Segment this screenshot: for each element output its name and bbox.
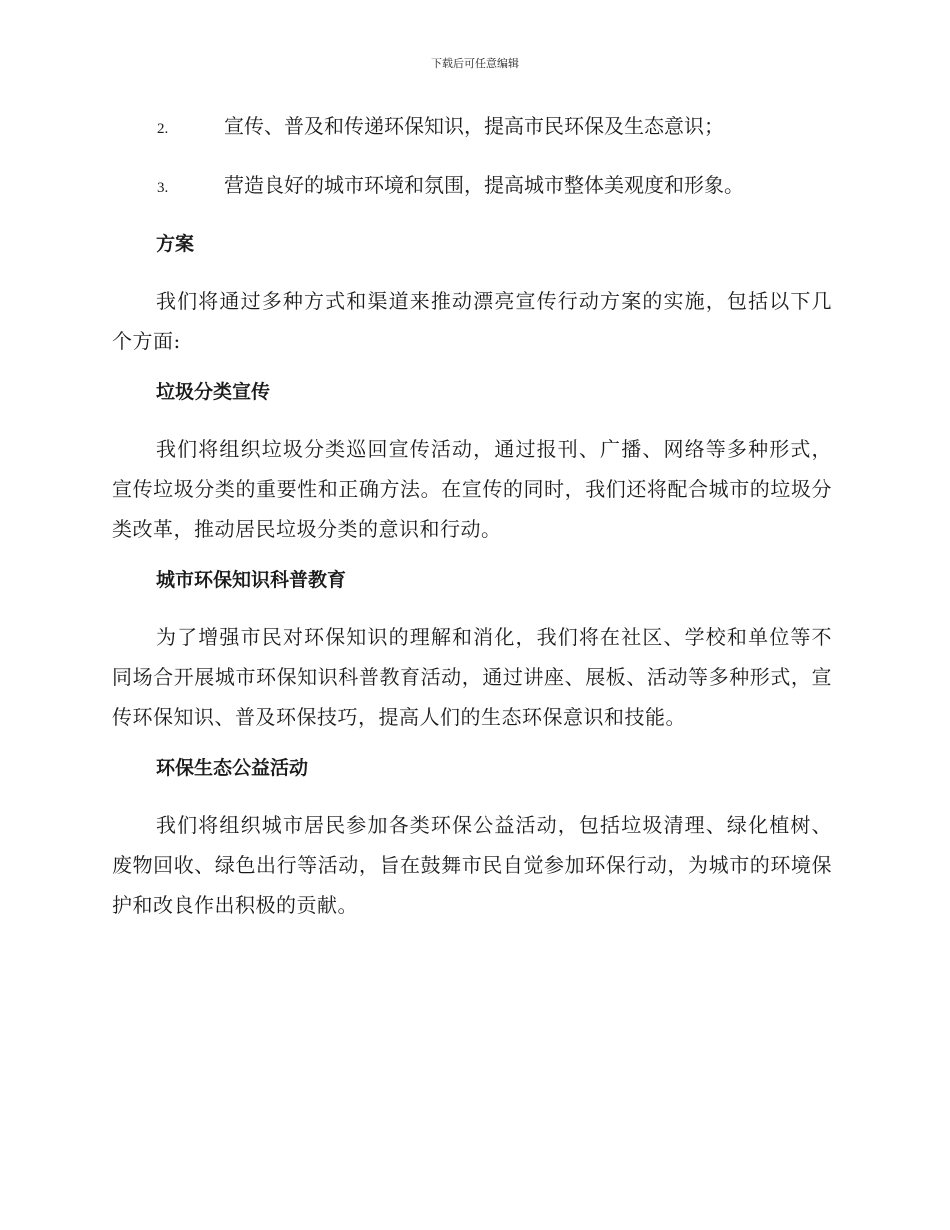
section-heading-plan: 方案 bbox=[156, 233, 195, 255]
section-body-garbage: 我们将组织垃圾分类巡回宣传活动，通过报刊、广播、网络等多种形式，宣传垃圾分类的重要性和正确方法。在宣传的同时，我们还将配合城市的垃圾分类改革，推动居民垃圾分类的意识和行动。 bbox=[112, 437, 832, 541]
list-number: 3. bbox=[157, 180, 169, 196]
header-note: 下载后可任意编辑 bbox=[431, 57, 519, 70]
section-heading-public-welfare: 环保生态公益活动 bbox=[156, 757, 309, 779]
section-body-plan: 我们将通过多种方式和渠道来推动漂亮宣传行动方案的实施，包括以下几个方面: bbox=[112, 289, 832, 353]
section-heading-garbage: 垃圾分类宣传 bbox=[156, 381, 271, 403]
list-text: 宣传、普及和传递环保知识，提高市民环保及生态意识； bbox=[224, 114, 724, 138]
section-body-education: 为了增强市民对环保知识的理解和消化，我们将在社区、学校和单位等不同场合开展城市环保知识科普教育活动，通过讲座、展板、活动等多种形式，宣传环保知识、普及环保技巧，提高人们的生态环保意识和技能。 bbox=[112, 625, 832, 729]
list-text: 营造良好的城市环境和氛围，提高城市整体美观度和形象。 bbox=[224, 173, 744, 197]
document-body bbox=[112, 108, 832, 938]
section-heading-education: 城市环保知识科普教育 bbox=[156, 569, 347, 591]
list-item bbox=[112, 108, 832, 147]
list-number: 2. bbox=[157, 121, 169, 137]
list-item bbox=[112, 167, 832, 206]
section-body-public-welfare: 我们将组织城市居民参加各类环保公益活动，包括垃圾清理、绿化植树、废物回收、绿色出行等活动，旨在鼓舞市民自觉参加环保行动，为城市的环境保护和改良作出积极的贡献。 bbox=[112, 813, 832, 917]
